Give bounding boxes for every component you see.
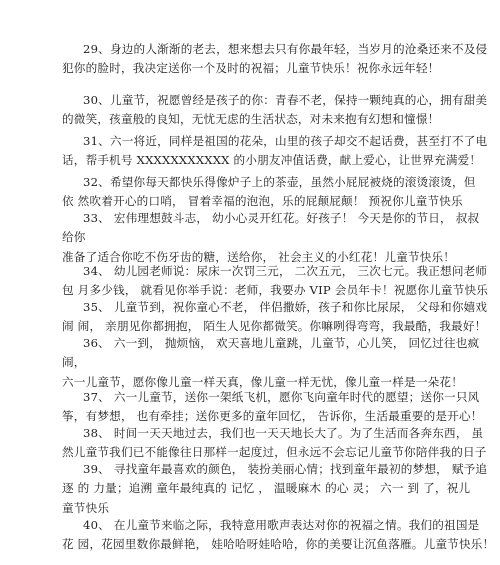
text-line: 筝，有梦想， 也有牵挂；送你更多的童年回忆， 告诉你，生活最重要的是开心！ — [62, 409, 483, 424]
paragraph-30 — [62, 91, 488, 130]
text-line: 童节快乐 — [62, 500, 110, 515]
text-line: 32、希望你每天都快乐得像炉子上的茶壶，虽然小屁屁被烧的滚烫滚烫，但 — [83, 175, 476, 189]
text-line: 37、 六一儿童节，送你一架纸飞机，愿你飞向童年时代的愿望；送你一只风 — [83, 390, 480, 404]
text-line: 然儿童节我们已不能像往日那样一起度过，但永远不会忘记儿童节你陪伴我的日子 — [62, 445, 487, 460]
text-line: 花 园，花园里数你最鲜艳， 娃哈哈呀娃哈哈，你的美要让沉鱼落雁。儿童节快乐！ — [62, 537, 495, 552]
paragraph-36 — [62, 334, 480, 392]
text-line: 准备了适合你吃不伤牙齿的糖，送给你， 社会主义的小红花！儿童节快乐！ — [62, 249, 456, 264]
paragraph-34 — [62, 262, 489, 301]
text-line: 给你 — [62, 230, 86, 245]
paragraph-29 — [62, 40, 488, 79]
text-line: 闹 闹， 亲朋见你都拥抱， 陌生人见你都微笑。你嘛咧得弯弯，我最酷，我最好！ — [62, 319, 487, 334]
text-line: 31、六一将近，同样是祖国的花朵，山里的孩子却交不起话费，甚至打不了电 — [83, 134, 488, 148]
paragraph-39 — [62, 460, 488, 518]
text-line: 36、 六一到， 抛烦恼， 欢天喜地儿童跳，儿童节，心儿笑， 回忆过往也疯 — [83, 336, 480, 350]
text-line: 29、身边的人渐渐的老去，想来想去只有你最年轻，当岁月的沧桑还来不及侵 — [83, 42, 488, 56]
paragraph-37 — [62, 388, 483, 427]
text-line: 34、 幼儿园老师说：尿床一次罚三元， 二次五元， 三次七元。我正想问老师 — [83, 264, 488, 278]
text-line: 40、 在儿童节来临之际，我特意用歌声表达对你的祝福之情。我们的祖国是 — [83, 518, 480, 532]
text-line: 35、 儿童节到，祝你童心不老， 伴侣撒娇，孩子和你比尿尿， 父母和你嬉戏 — [83, 300, 488, 314]
text-line: 六一儿童节，愿你像儿童一样天真，像儿童一样无忧，像儿童一样是一朵花！ — [62, 374, 463, 389]
paragraph-32 — [62, 173, 476, 212]
text-line: 39、 寻找童年最喜欢的颜色， 装扮美丽心情；找到童年最初的梦想， 赋予追 — [83, 462, 488, 476]
paragraph-33 — [62, 209, 480, 267]
text-line: 逐 的 力量；追溯 童年最纯真的 记忆 ， 温暖麻木 的心 灵； 六一 到 了，祝儿 — [62, 481, 471, 496]
text-line: 犯你的脸时，我决定送你一个及时的祝福；儿童节快乐！祝你永远年轻！ — [62, 61, 440, 76]
text-line: 38、 时间一天天地过去，我们也一天天地长大了。为了生活而各奔东西， 虽 — [83, 426, 484, 440]
paragraph-40 — [62, 516, 495, 555]
paragraph-31 — [62, 132, 488, 171]
text-line: 话，帮手机号 XXXXXXXXXXX 的小朋友冲值话费，献上爱心，让世界充满爱！ — [62, 153, 482, 168]
text-line: 的微笑，孩童般的良知，无忧无虑的生活状态，对未来抱有幻想和憧憬！ — [62, 112, 440, 127]
text-line: 依 然吹着开心的口哨， 冒着幸福的泡泡，乐的屁颠屁颠！ 预祝你儿童节快乐 — [62, 194, 463, 209]
paragraph-35 — [62, 298, 488, 337]
text-line: 30、儿童节，祝愿曾经是孩子的你：青春不老，保持一颗纯真的心，拥有甜美 — [83, 93, 488, 107]
text-line: 包 月多少钱， 就看见你举手说：老师，我要办 VIP 会员年卡！祝愿你儿童节快乐 — [62, 283, 489, 298]
text-line: 闹， — [62, 355, 86, 370]
paragraph-38 — [62, 424, 487, 463]
text-line: 33、 宏伟理想鼓斗志， 幼小心灵开红花。好孩子！ 今天是你的节日， 叔叔 — [83, 211, 480, 225]
